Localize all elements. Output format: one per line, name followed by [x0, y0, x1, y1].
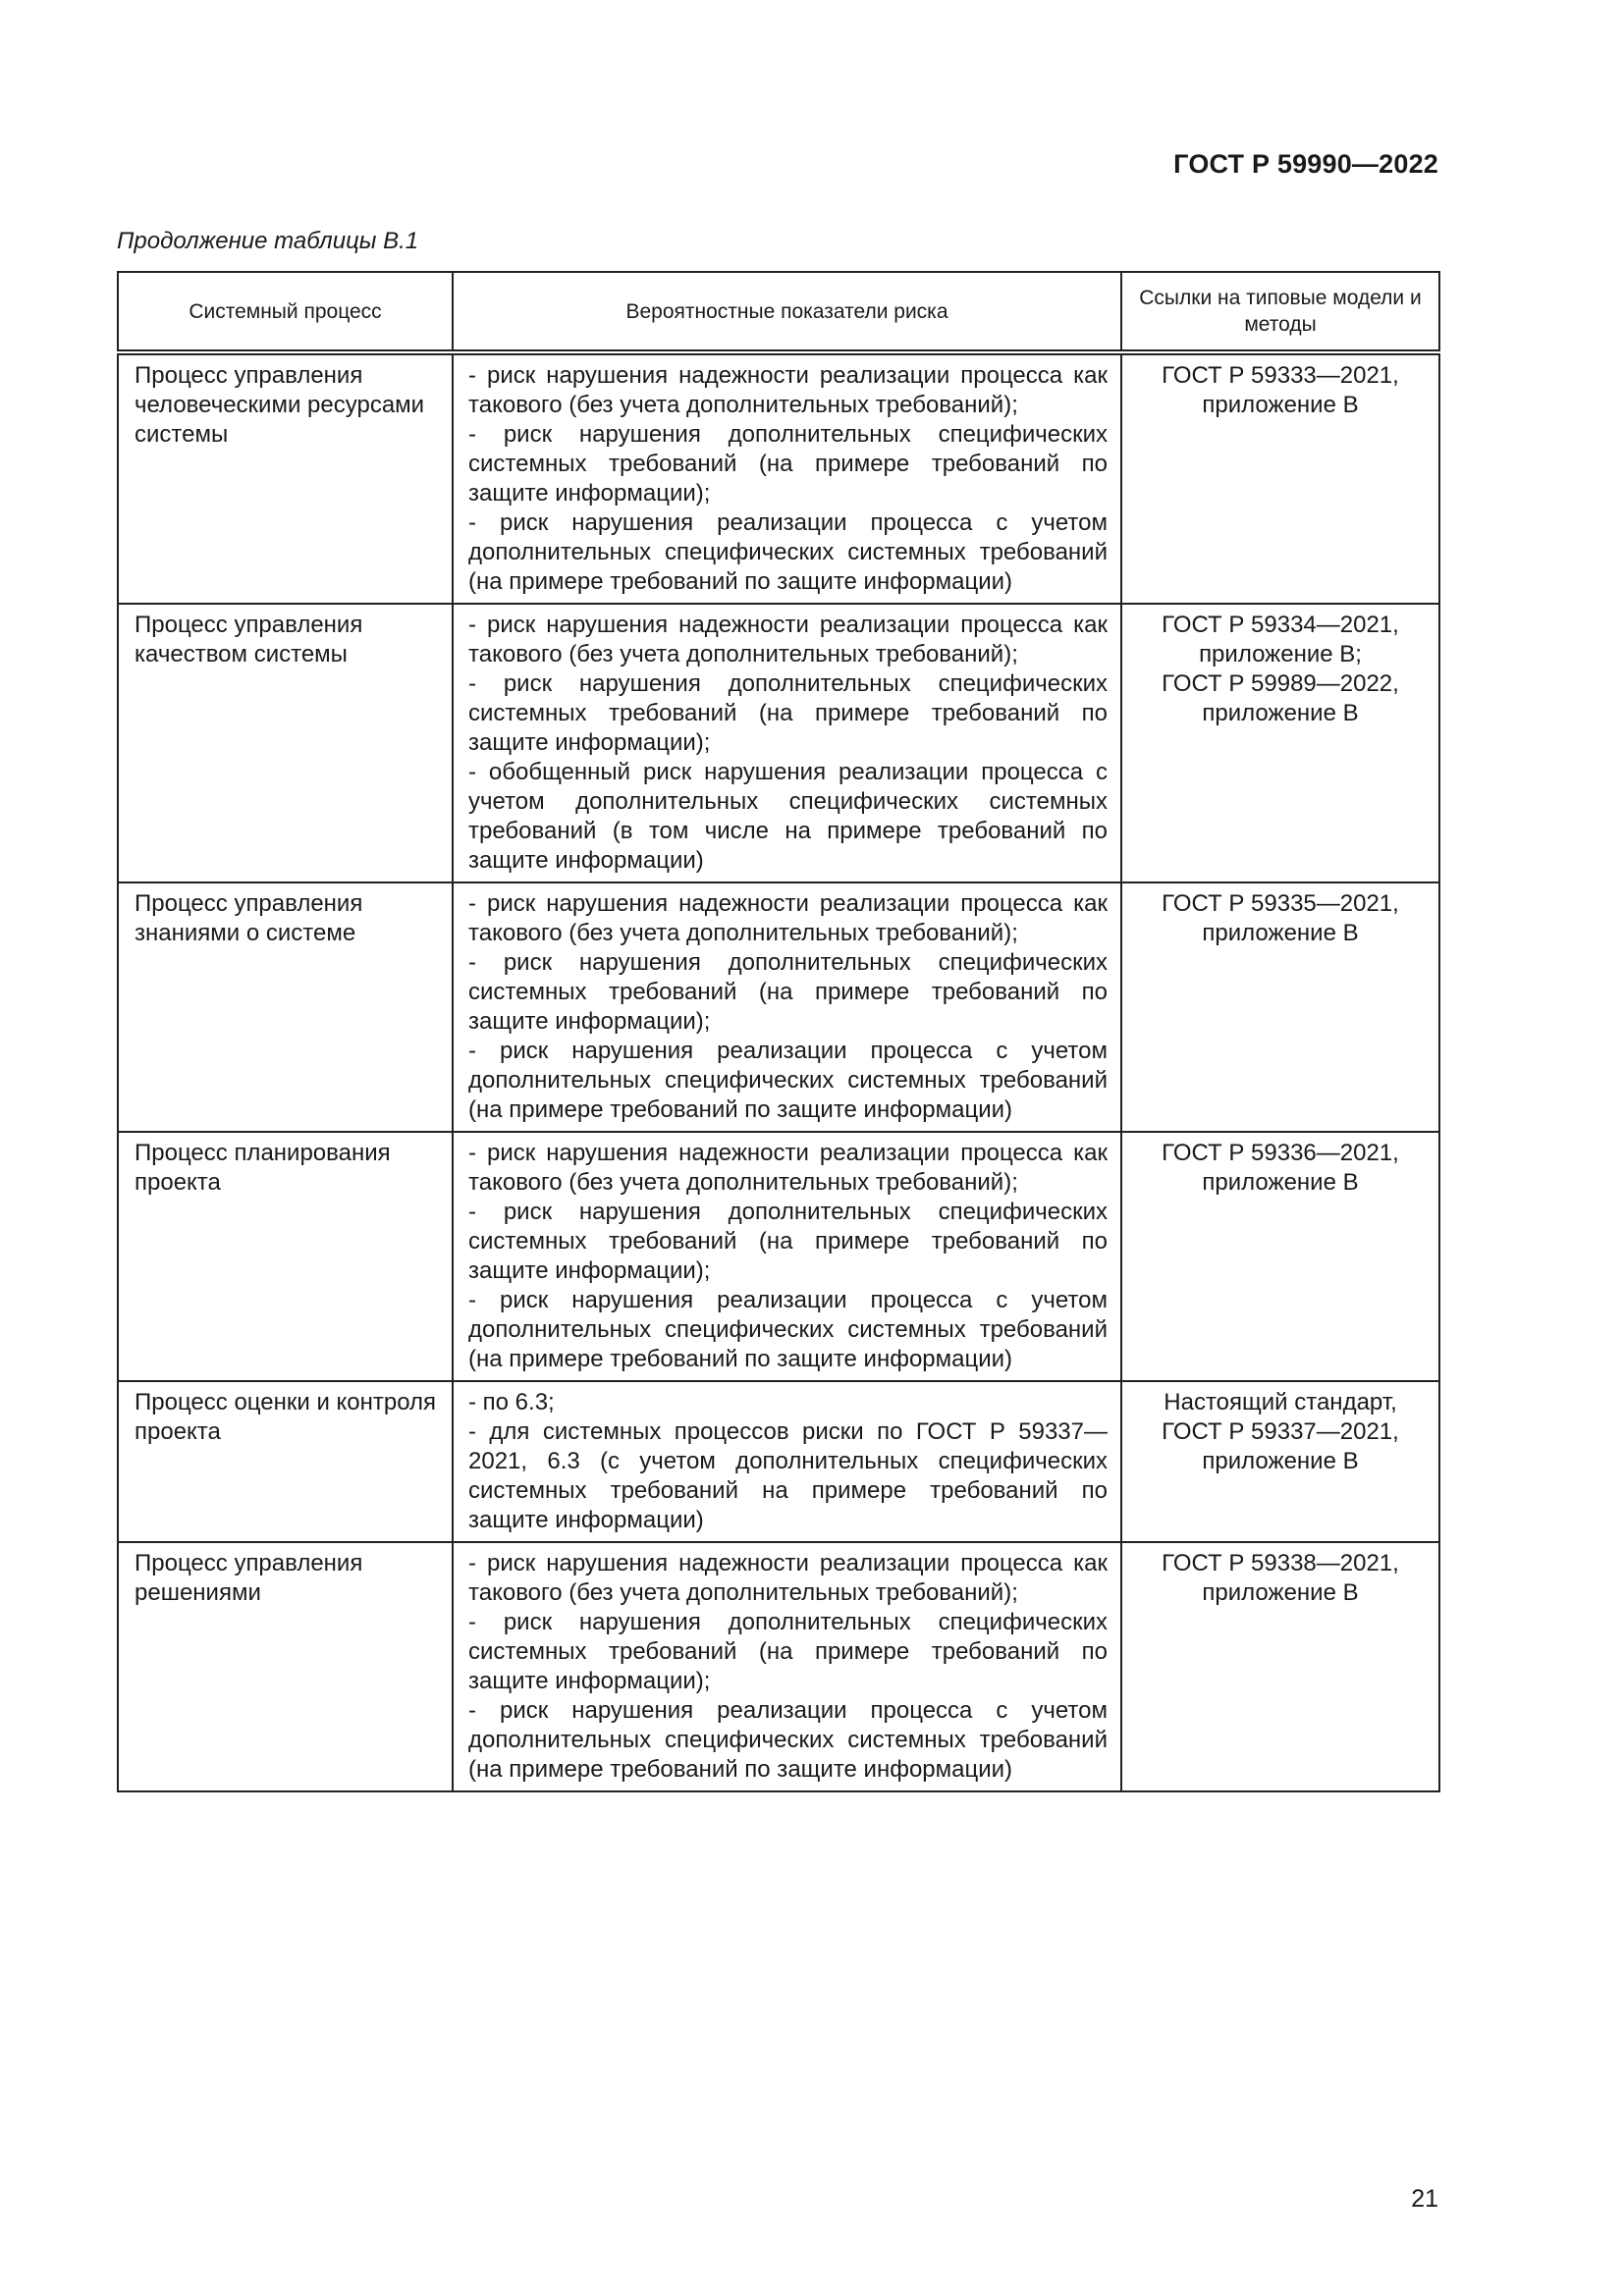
risk-item: - риск нарушения надежности реализации процесса как такового (без учета дополнительных требований);: [468, 362, 1108, 418]
risk-item: - риск нарушения надежности реализации процесса как такового (без учета дополнительных требований);: [468, 890, 1108, 946]
table-body: [118, 352, 1439, 1791]
header-risk-indicators: Вероятностные показатели риска: [453, 272, 1121, 352]
reference-line: ГОСТ Р 59335—2021,: [1162, 890, 1399, 917]
table-row: [118, 1132, 1439, 1381]
reference-line: Настоящий стандарт,: [1164, 1389, 1397, 1415]
reference-line: ГОСТ Р 59337—2021,: [1162, 1418, 1399, 1445]
reference-line: ГОСТ Р 59338—2021,: [1162, 1550, 1399, 1576]
header-system-process: Системный процесс: [118, 272, 453, 352]
risk-item: - риск нарушения надежности реализации процесса как такового (без учета дополнительных требований);: [468, 612, 1108, 667]
system-process-cell: Процесс управления знаниями о системе: [118, 882, 453, 1132]
system-process-cell: Процесс оценки и контроля проекта: [118, 1381, 453, 1542]
risk-item: - по 6.3;: [468, 1389, 555, 1415]
risk-item: - риск нарушения надежности реализации процесса как такового (без учета дополнительных требований);: [468, 1140, 1108, 1196]
risk-indicators-cell: [453, 352, 1121, 604]
risk-item: - риск нарушения реализации процесса с учетом дополнительных специфических системных требований (на примере требований по защите информации): [468, 1287, 1108, 1372]
risk-indicators-cell: [453, 882, 1121, 1132]
risk-indicators-cell: [453, 1132, 1121, 1381]
risk-indicators-cell: [453, 604, 1121, 882]
table-row: [118, 604, 1439, 882]
header-row: [118, 272, 1439, 352]
risk-item: - риск нарушения дополнительных специфических системных требований (на примере требований по защите информации);: [468, 1199, 1108, 1284]
reference-line: приложение В: [1202, 1579, 1359, 1606]
references-cell: [1121, 352, 1439, 604]
risk-item: - риск нарушения реализации процесса с учетом дополнительных специфических системных требований (на примере требований по защите информации): [468, 1038, 1108, 1123]
references-cell: [1121, 1132, 1439, 1381]
references-cell: [1121, 1542, 1439, 1791]
reference-line: приложение В: [1202, 700, 1359, 726]
references-cell: [1121, 604, 1439, 882]
standard-designation: ГОСТ Р 59990—2022: [1173, 149, 1438, 179]
reference-line: приложение В: [1202, 920, 1359, 946]
table-caption: Продолжение таблицы В.1: [117, 228, 419, 254]
table-row: [118, 1542, 1439, 1791]
page-number: 21: [1411, 2185, 1438, 2213]
risk-item: - риск нарушения реализации процесса с учетом дополнительных специфических системных требований (на примере требований по защите информации): [468, 1697, 1108, 1783]
reference-line: приложение В: [1202, 392, 1359, 418]
risk-item: - риск нарушения дополнительных специфических системных требований (на примере требований по защите информации);: [468, 421, 1108, 507]
references-cell: [1121, 1381, 1439, 1542]
system-process-cell: Процесс управления человеческими ресурсами системы: [118, 352, 453, 604]
reference-line: ГОСТ Р 59989—2022,: [1162, 670, 1399, 697]
reference-line: приложение В;: [1199, 641, 1362, 667]
system-process-cell: Процесс управления качеством системы: [118, 604, 453, 882]
reference-line: приложение В: [1202, 1169, 1359, 1196]
risk-indicators-cell: [453, 1381, 1121, 1542]
risk-item: - для системных процессов риски по ГОСТ Р 59337—2021, 6.3 (с учетом дополнительных специфических системных требований на примере требований по защите информации): [468, 1418, 1108, 1533]
table-row: [118, 352, 1439, 604]
table-header: [118, 272, 1439, 352]
reference-line: приложение В: [1202, 1448, 1359, 1474]
risk-indicators-cell: [453, 1542, 1121, 1791]
risk-indicators-table: [117, 271, 1440, 1792]
system-process-cell: Процесс планирования проекта: [118, 1132, 453, 1381]
references-cell: [1121, 882, 1439, 1132]
risk-item: - риск нарушения надежности реализации процесса как такового (без учета дополнительных требований);: [468, 1550, 1108, 1606]
risk-item: - обобщенный риск нарушения реализации процесса с учетом дополнительных специфических системных требований (в том числе на примере требований по защите информации): [468, 759, 1108, 874]
risk-item: - риск нарушения реализации процесса с учетом дополнительных специфических системных требований (на примере требований по защите информации): [468, 509, 1108, 595]
table-row: [118, 882, 1439, 1132]
reference-line: ГОСТ Р 59334—2021,: [1162, 612, 1399, 638]
risk-item: - риск нарушения дополнительных специфических системных требований (на примере требований по защите информации);: [468, 670, 1108, 756]
system-process-cell: Процесс управления решениями: [118, 1542, 453, 1791]
risk-item: - риск нарушения дополнительных специфических системных требований (на примере требований по защите информации);: [468, 1609, 1108, 1694]
header-references: Ссылки на типовые модели и методы: [1121, 272, 1439, 352]
reference-line: ГОСТ Р 59333—2021,: [1162, 362, 1399, 389]
table-row: [118, 1381, 1439, 1542]
risk-item: - риск нарушения дополнительных специфических системных требований (на примере требований по защите информации);: [468, 949, 1108, 1035]
reference-line: ГОСТ Р 59336—2021,: [1162, 1140, 1399, 1166]
